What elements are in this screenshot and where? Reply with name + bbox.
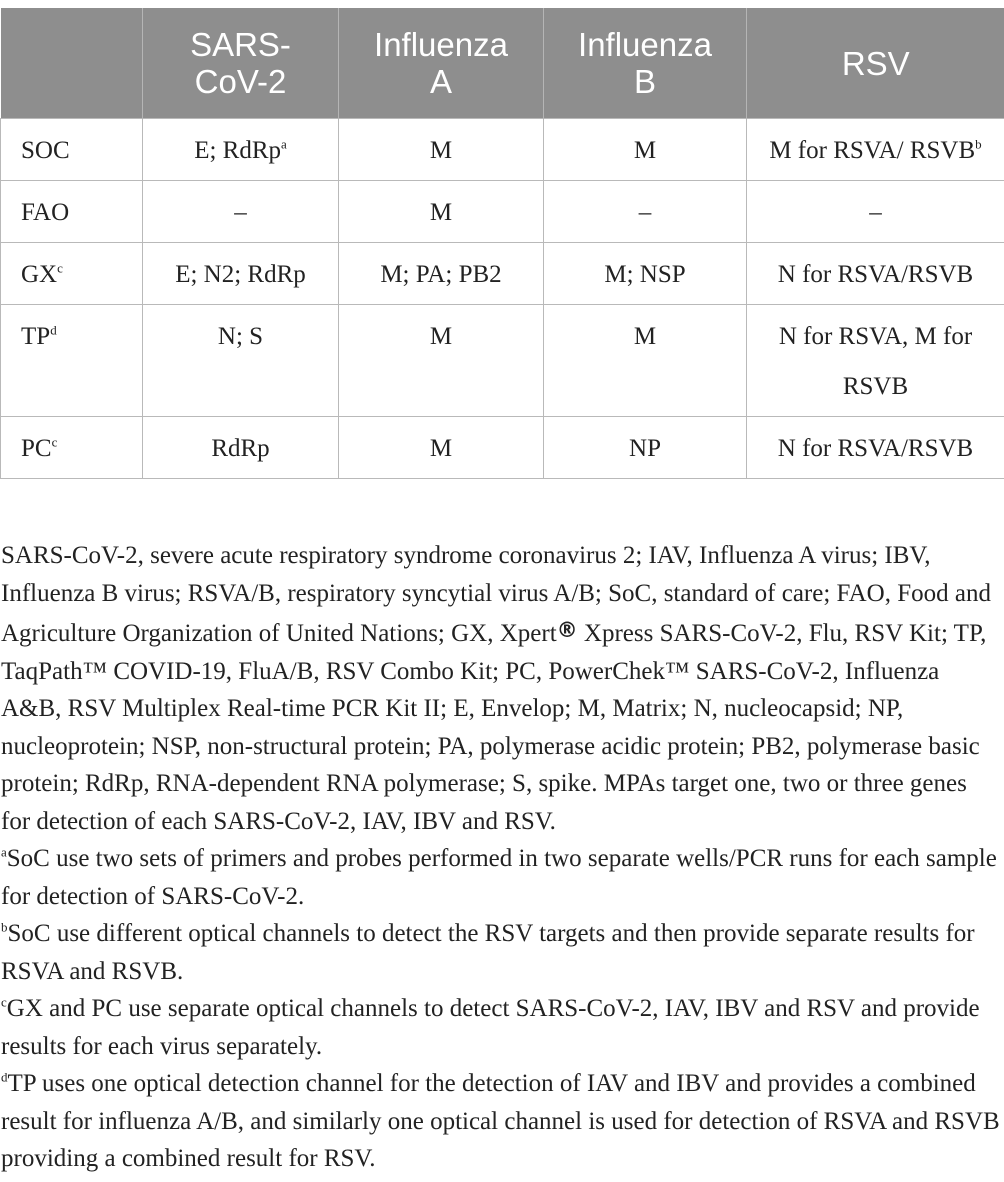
header-cell-empty <box>1 8 143 119</box>
footnote-b: $^b$SoC use different optical channels to detect the RSV targets and then provide separate results for RSVA and RSVB. <box>1 919 975 985</box>
table-cell: M <box>339 417 544 479</box>
footnote-d: $^d$TP uses one optical detection channel for the detection of IAV and IBV and provides a combined result for influenza A/B, and similarly one optical channel is used for detection of RSVA and RSVB providing a combined result for RSV. <box>1 1069 1000 1172</box>
header-cell-rsv: RSV <box>747 8 1004 119</box>
table-cell: NP <box>544 417 747 479</box>
abbreviations-note: SARS-CoV-2, severe acute respiratory syndrome coronavirus 2; IAV, Influenza A virus; IBV, Influenza B virus; RSVA/B, respiratory syncytial virus A/B; SoC, standard of care; FAO, Food and Agriculture Organization of United Nations; GX, Xpert® Xpress SARS-CoV-2, Flu, RSV Kit; TP, TaqPath™ COVID-19, FluA/B, RSV Combo Kit; PC, PowerChek™ SARS-CoV-2, Influenza A&B, RSV Multiplex Real-time PCR Kit II; E, Envelop; M, Matrix; N, nucleocapsid; NP, nucleoprotein; NSP, non-structural protein; PA, polymerase acidic protein; PB2, polymerase basic protein; RdRp, RNA-dependent RNA polymerase; S, spike. MPAs target one, two or three genes for detection of each SARS-CoV-2, IAV, IBV and RSV. <box>1 542 991 835</box>
gene-target-table <box>0 8 1004 479</box>
table-cell: – <box>544 181 747 243</box>
registered-mark: ® <box>556 618 578 642</box>
table-cell: E; N2; RdRp <box>143 243 339 305</box>
header-cell-influenza-a: Influenza A <box>339 8 544 119</box>
row-label: FAO <box>1 181 143 243</box>
row-label: SOC <box>1 119 143 181</box>
table-cell: E; RdRp$^a$ <box>143 119 339 181</box>
table-footnotes <box>1 537 1001 1178</box>
table-cell: N for RSVA/RSVB <box>747 417 1004 479</box>
table-cell: M <box>544 119 747 181</box>
table-row <box>1 305 1004 417</box>
table-cell: M <box>339 181 544 243</box>
table-cell: – <box>143 181 339 243</box>
table-cell: M; NSP <box>544 243 747 305</box>
table-row <box>1 417 1004 479</box>
footnote-c: $^c$GX and PC use separate optical channels to detect SARS-CoV-2, IAV, IBV and RSV and provide results for each virus separately. <box>1 994 980 1060</box>
table-row <box>1 181 1004 243</box>
table-cell: N for RSVA, M for RSVB <box>747 305 1004 417</box>
table-cell: RdRp <box>143 417 339 479</box>
table-cell: N; S <box>143 305 339 417</box>
row-label: $GX^c$ <box>1 243 143 305</box>
table-row <box>1 243 1004 305</box>
table-cell: – <box>747 181 1004 243</box>
table-cell: M <box>339 119 544 181</box>
table-cell: N for RSVA/RSVB <box>747 243 1004 305</box>
table-cell: M <box>544 305 747 417</box>
header-row <box>1 8 1004 119</box>
table-row <box>1 119 1004 181</box>
row-label: $PC^c$ <box>1 417 143 479</box>
row-label: $TP^d$ <box>1 305 143 417</box>
table-cell: M for RSVA/ RSVB$^b$ <box>747 119 1004 181</box>
table-cell: M <box>339 305 544 417</box>
header-cell-sars-cov-2: SARS- CoV-2 <box>143 8 339 119</box>
header-cell-influenza-b: Influenza B <box>544 8 747 119</box>
footnote-a: $^a$SoC use two sets of primers and probes performed in two separate wells/PCR runs for each sample for detection of SARS-CoV-2. <box>1 844 997 910</box>
table-cell: M; PA; PB2 <box>339 243 544 305</box>
